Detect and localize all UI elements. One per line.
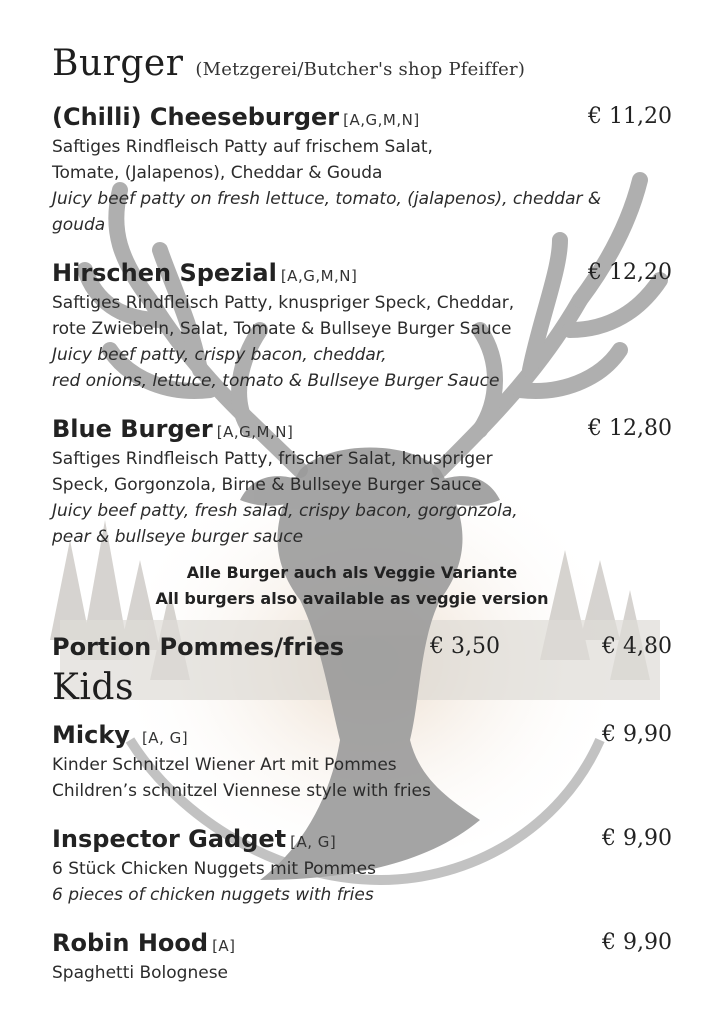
- item-desc-de: Saftiges Rindfleisch Patty auf frischem Salat,: [52, 137, 433, 157]
- menu-item-fries: [52, 630, 672, 664]
- item-desc-en: red onions, lettuce, tomato & Bullseye Burger Sauce: [52, 371, 500, 391]
- item-price: € 9,90: [602, 722, 672, 747]
- item-name: Robin Hood: [52, 929, 209, 957]
- section-title-burger: [52, 42, 672, 92]
- veggie-notice: [32, 560, 672, 612]
- item-desc-en: gouda: [52, 215, 106, 235]
- item-desc-de: rote Zwiebeln, Salat, Tomate & Bullseye Burger Sauce: [52, 319, 512, 339]
- item-name: Blue Burger: [52, 415, 213, 443]
- item-desc-de: Saftiges Rindfleisch Patty, frischer Salat, knuspriger: [52, 449, 493, 469]
- item-desc-de: 6 Stück Chicken Nuggets mit Pommes: [52, 859, 376, 879]
- item-name: (Chilli) Cheeseburger: [52, 103, 340, 131]
- section-subtitle: (Metzgerei/Butcher's shop Pfeiffer): [195, 59, 526, 80]
- item-desc-de: Tomate, (Jalapenos), Cheddar & Gouda: [52, 163, 383, 183]
- item-desc-en: Juicy beef patty, crispy bacon, cheddar,: [52, 345, 387, 365]
- item-allergens: [A]: [212, 937, 236, 955]
- item-price: € 9,90: [602, 930, 672, 955]
- item-name: Inspector Gadget: [52, 825, 287, 853]
- item-allergens: [A, G]: [290, 833, 337, 851]
- menu-item-inspector-gadget: [52, 822, 672, 908]
- menu-item-chilli-cheeseburger: [52, 100, 672, 238]
- section-title-kids: [52, 666, 672, 710]
- item-name: Portion Pommes/fries: [52, 633, 345, 661]
- item-desc-de: Speck, Gorgonzola, Birne & Bullseye Burger Sauce: [52, 475, 482, 495]
- item-name: Hirschen Spezial: [52, 259, 277, 287]
- section-title-text: Kids: [52, 667, 134, 708]
- item-desc-en: pear & bullseye burger sauce: [52, 527, 304, 547]
- menu-item-blue-burger: [52, 412, 672, 550]
- item-allergens: [A,G,M,N]: [343, 111, 420, 129]
- item-price: € 12,20: [588, 260, 672, 285]
- section-title-text: Burger: [52, 43, 184, 84]
- item-price-small: € 3,50: [430, 634, 500, 659]
- menu-item-hirschen-spezial: [52, 256, 672, 394]
- item-desc-de: Kinder Schnitzel Wiener Art mit Pommes: [52, 755, 397, 775]
- item-name: Micky: [52, 721, 130, 749]
- veggie-notice-en: All burgers also available as veggie version: [155, 589, 549, 608]
- item-price-large: € 4,80: [602, 634, 672, 659]
- item-desc-en: Juicy beef patty on fresh lettuce, tomato, (jalapenos), cheddar &: [52, 189, 602, 209]
- item-desc-de: Spaghetti Bolognese: [52, 963, 229, 983]
- item-price: € 9,90: [602, 826, 672, 851]
- item-desc-de: Saftiges Rindfleisch Patty, knuspriger Speck, Cheddar,: [52, 293, 515, 313]
- item-allergens: [A, G]: [141, 729, 189, 747]
- item-price: € 12,80: [588, 416, 672, 441]
- item-price: € 11,20: [588, 104, 672, 129]
- menu-content: [52, 42, 672, 986]
- item-allergens: [A,G,M,N]: [280, 267, 358, 285]
- item-desc-en: Children’s schnitzel Viennese style with fries: [52, 781, 431, 801]
- menu-item-micky: [52, 718, 672, 804]
- item-desc-en: 6 pieces of chicken nuggets with fries: [52, 885, 374, 905]
- veggie-notice-de: Alle Burger auch als Veggie Variante: [186, 563, 518, 582]
- item-desc-en: Juicy beef patty, fresh salad, crispy bacon, gorgonzola,: [52, 501, 518, 521]
- item-allergens: [A,G,M,N]: [216, 423, 294, 441]
- menu-item-robin-hood: [52, 926, 672, 986]
